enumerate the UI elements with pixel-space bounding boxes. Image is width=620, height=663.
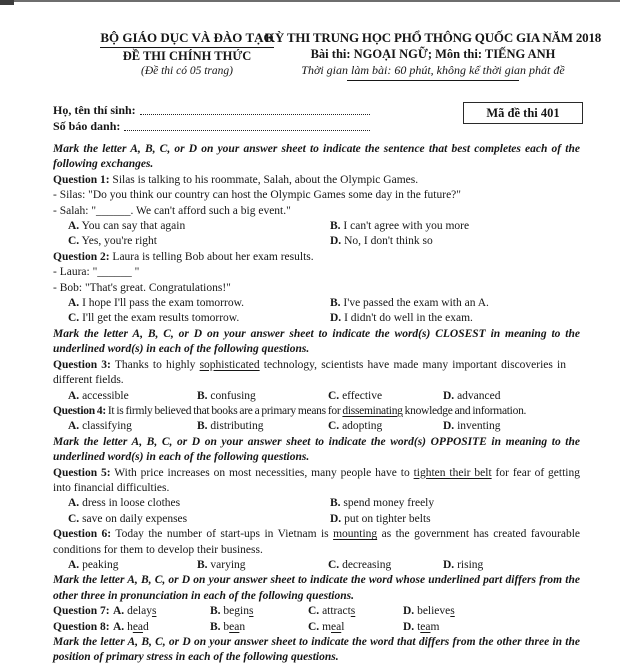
exam-header bbox=[0, 0, 620, 86]
option-a: A. peaking bbox=[68, 558, 119, 571]
question-2-intro: Question 2: Laura is telling Bob about her exam results. bbox=[53, 250, 314, 263]
option-d: D. believes bbox=[403, 605, 455, 618]
header-right-block bbox=[248, 30, 618, 81]
underlined-part: ea bbox=[229, 620, 240, 633]
question-1-dialogue-line: - Salah: "______. We can't afford such a big event." bbox=[53, 204, 291, 217]
question-1-options-row bbox=[53, 234, 580, 249]
ministry-name: BỘ GIÁO DỤC VÀ ĐÀO TẠO bbox=[58, 30, 316, 48]
option-a: A. head bbox=[113, 620, 149, 633]
student-id-row bbox=[53, 118, 370, 134]
question-1-dialogue-line: - Silas: "Do you think our country can host the Olympic Games some day in the future?" bbox=[53, 189, 461, 202]
question-5-options-row bbox=[53, 512, 580, 527]
question-4-options-row bbox=[53, 419, 580, 434]
underlined-word: sophisticated bbox=[199, 358, 260, 371]
question-4-text: Question 4: It is firmly believed that books are a primary means for disseminating knowledge and information. bbox=[53, 404, 527, 417]
student-info-block bbox=[53, 102, 580, 136]
question-7-row bbox=[53, 604, 580, 619]
option-c: C. save on daily expenses bbox=[68, 512, 188, 525]
question-6-options-row bbox=[53, 558, 580, 573]
exam-duration-line: Thời gian làm bài: 60 phút, không kể thời gian phát đề bbox=[301, 63, 565, 77]
underlined-part: s bbox=[350, 605, 356, 618]
option-a: A. dress in loose clothes bbox=[68, 497, 181, 510]
student-name-dotted-line bbox=[140, 102, 370, 115]
question-2-dialogue-line: - Bob: "That's great. Congratulations!" bbox=[53, 281, 231, 294]
option-c: C. decreasing bbox=[328, 558, 392, 571]
question-2-dialogue-line: - Laura: "______ " bbox=[53, 266, 140, 279]
option-b: B. bean bbox=[210, 620, 246, 633]
option-b: B. I've passed the exam with an A. bbox=[330, 297, 489, 310]
question-3-text: Question 3: Thanks to highly sophisticated technology, scientists have made many important discoveries in different fields. bbox=[53, 358, 567, 387]
option-d: D. I didn't do well in the exam. bbox=[330, 312, 473, 325]
underlined-part: ea bbox=[331, 620, 342, 633]
student-id-dotted-line bbox=[124, 118, 370, 131]
question-3-options-row bbox=[53, 389, 580, 404]
underlined-part: s bbox=[151, 605, 157, 618]
option-c: C. effective bbox=[328, 389, 383, 402]
option-a: A. classifying bbox=[68, 420, 132, 433]
student-id-label: Số báo danh: bbox=[53, 119, 121, 133]
question-4-label: Question 4: bbox=[53, 404, 106, 417]
duration-underline bbox=[347, 80, 519, 81]
student-name-label: Họ, tên thí sinh: bbox=[53, 103, 136, 117]
question-3-label: Question 3: bbox=[53, 358, 111, 371]
option-d: D. team bbox=[403, 620, 440, 633]
question-1-options-row bbox=[53, 219, 580, 234]
question-1-label: Question 1: bbox=[53, 173, 110, 186]
exam-body bbox=[53, 142, 580, 663]
option-d: D. rising bbox=[443, 558, 484, 571]
option-c: C. meal bbox=[308, 620, 345, 633]
question-8-label: Question 8: bbox=[53, 620, 110, 633]
option-d: D. advanced bbox=[443, 389, 501, 402]
underlined-part: s bbox=[248, 605, 254, 618]
option-b: B. varying bbox=[197, 558, 246, 571]
option-b: B. distributing bbox=[197, 420, 264, 433]
exam-subject-line: Bài thi: NGOẠI NGỮ; Môn thi: TIẾNG ANH bbox=[310, 47, 556, 61]
option-c: C. adopting bbox=[328, 420, 383, 433]
question-6-text: Question 6: Today the number of start-ups in Vietnam is mounting as the government has created favourable conditions for them to develop their business. bbox=[53, 528, 580, 556]
section-instruction: Mark the letter A, B, C, or D on your answer sheet to indicate the word(s) CLOSEST in meaning to the underlined word(s) in each of the following questions. bbox=[53, 327, 580, 356]
underlined-word: mounting bbox=[333, 528, 378, 541]
underlined-part: ea bbox=[132, 620, 144, 633]
question-1-intro: Question 1: Silas is talking to his roommate, Salah, about the Olympic Games. bbox=[53, 173, 419, 186]
option-c: C. I'll get the exam results tomorrow. bbox=[68, 312, 240, 325]
question-7-label: Question 7: bbox=[53, 605, 110, 618]
exam-code-box: Mã đề thi 401 bbox=[463, 102, 583, 124]
option-d: D. inventing bbox=[443, 420, 501, 433]
page-count-note: (Đề thi có 05 trang) bbox=[141, 65, 233, 77]
option-b: B. confusing bbox=[197, 389, 256, 402]
option-a: A. accessible bbox=[68, 389, 129, 402]
question-2-options-row bbox=[53, 311, 580, 326]
option-b: B. begins bbox=[210, 605, 254, 618]
exam-title: KỲ THI TRUNG HỌC PHỔ THÔNG QUỐC GIA NĂM 2018 bbox=[264, 30, 602, 45]
question-2-label: Question 2: bbox=[53, 250, 110, 263]
option-a: A. delays bbox=[113, 605, 157, 618]
question-2-options-row bbox=[53, 296, 580, 311]
section-instruction: Mark the letter A, B, C, or D on your answer sheet to indicate the word(s) OPPOSITE in meaning to the underlined word(s) in each of the following questions. bbox=[53, 435, 580, 464]
option-c: C. Yes, you're right bbox=[68, 235, 157, 248]
question-5-label: Question 5: bbox=[53, 466, 111, 479]
option-b: B. spend money freely bbox=[330, 497, 435, 510]
underlined-part: s bbox=[450, 605, 455, 618]
question-8-row bbox=[53, 620, 580, 635]
underlined-phrase: tighten their belt bbox=[413, 466, 492, 479]
section-instruction: Mark the letter A, B, C, or D on your answer sheet to indicate the sentence that best completes each of the following exchanges. bbox=[53, 143, 580, 171]
option-b: B. I can't agree with you more bbox=[330, 220, 470, 233]
question-5-options-row bbox=[53, 496, 580, 511]
question-6-label: Question 6: bbox=[53, 528, 112, 541]
underlined-word: disseminating bbox=[342, 404, 403, 417]
student-name-row bbox=[53, 102, 370, 118]
official-exam-label: ĐỀ THI CHÍNH THỨC bbox=[122, 49, 252, 63]
option-c: C. attracts bbox=[308, 605, 356, 618]
option-a: A. I hope I'll pass the exam tomorrow. bbox=[68, 297, 245, 310]
option-d: D. put on tighter belts bbox=[330, 512, 431, 525]
section-instruction: Mark the letter A, B, C, or D on your answer sheet to indicate the word whose underlined part differs from the other three in pronunciation in each of the following questions. bbox=[53, 574, 580, 602]
section-instruction: Mark the letter A, B, C, or D on your answer sheet to indicate the word that differs from the other three in the position of primary stress in each of the following questions. bbox=[53, 636, 580, 663]
question-5-text: Question 5: With price increases on most necessities, many people have to tighten their belt for fear of getting into financial difficulties. bbox=[53, 466, 580, 494]
option-d: D. No, I don't think so bbox=[330, 235, 433, 248]
option-a: A. You can say that again bbox=[68, 220, 186, 233]
underlined-part: ea bbox=[420, 620, 431, 633]
